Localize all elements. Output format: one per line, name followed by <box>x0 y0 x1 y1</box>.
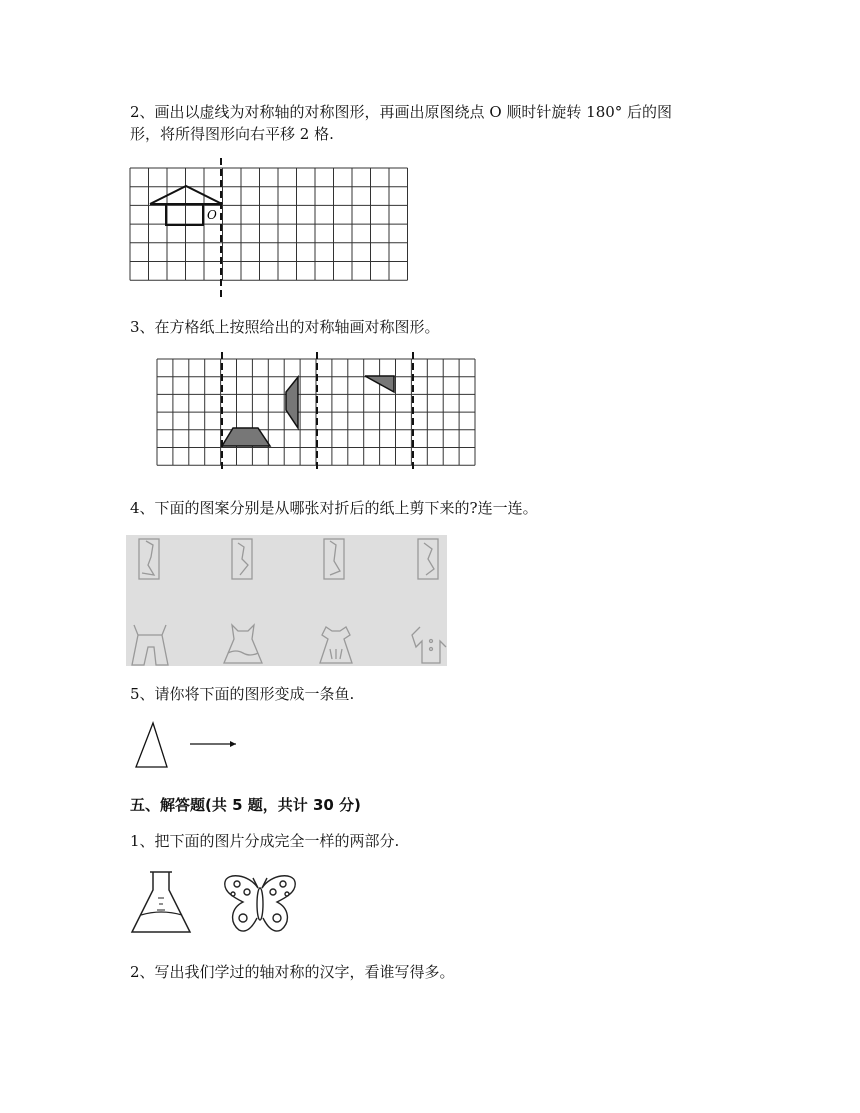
section-5-question-1: 1、把下面的图片分成完全一样的两部分. <box>130 832 400 850</box>
question-2-line-1: 2、画出以虚线为对称轴的对称图形，再画出原图绕点 O 顺时针旋转 180° 后的图 <box>130 103 673 121</box>
flask-icon <box>128 868 196 938</box>
question-4: 4、下面的图案分别是从哪张对折后的纸上剪下来的?连一连。 <box>130 499 538 517</box>
arrow-head-icon <box>230 741 236 747</box>
section-5-question-2: 2、写出我们学过的轴对称的汉字，看谁写得多。 <box>130 963 455 981</box>
point-o-label: O <box>207 208 217 222</box>
butterfly-icon <box>221 870 299 942</box>
triangle-shape-q5 <box>136 723 167 767</box>
section-5-title: 五、解答题(共 5 题，共计 30 分) <box>130 796 361 814</box>
question-5: 5、请你将下面的图形变成一条鱼. <box>130 685 355 703</box>
question-3: 3、在方格纸上按照给出的对称轴画对称图形。 <box>130 318 440 336</box>
question-2-line-2: 形，将所得图形向右平移 2 格. <box>130 125 334 143</box>
